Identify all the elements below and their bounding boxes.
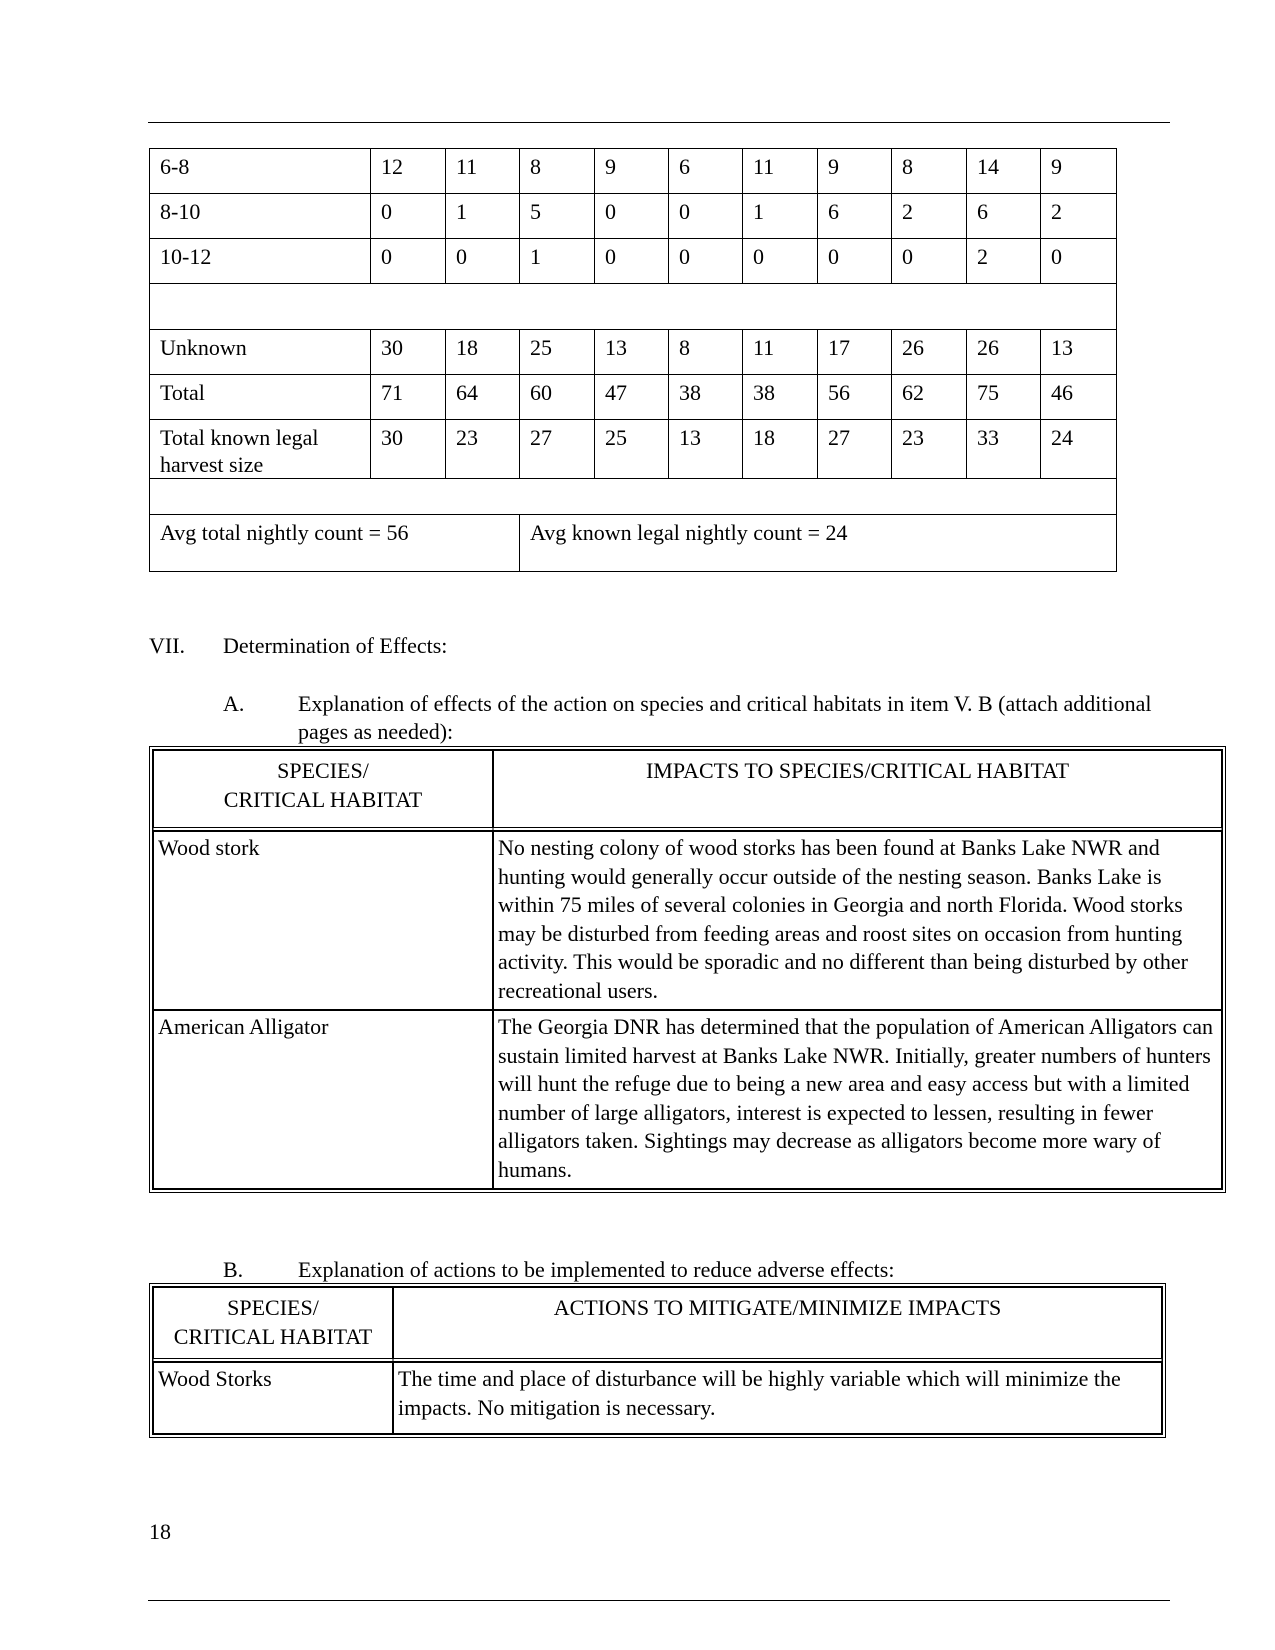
count-cell: 0 <box>669 239 743 284</box>
count-cell: 9 <box>818 149 892 194</box>
count-cell: 25 <box>595 420 669 479</box>
impact-cell: No nesting colony of wood storks has been found at Banks Lake NWR and hunting would generally occur outside of the nesting season. Banks Lake is within 75 miles of several colonies in Georgia and north Florida. Wood storks may be disturbed from feeding areas and roost sites on occasion from hunting activity. This would be sporadic and no different than being disturbed by other recreational users. <box>493 831 1222 1010</box>
count-cell: 26 <box>892 330 967 375</box>
row-label: 6-8 <box>150 149 371 194</box>
species-header <box>153 1287 393 1362</box>
count-cell: 60 <box>520 375 595 420</box>
count-cell: 2 <box>892 194 967 239</box>
count-cell: 17 <box>818 330 892 375</box>
count-cell: 26 <box>967 330 1041 375</box>
row-label: 10-12 <box>150 239 371 284</box>
header-line: SPECIES/ <box>277 758 369 783</box>
nightly-count-table <box>149 148 1117 572</box>
count-cell: 25 <box>520 330 595 375</box>
count-cell: 18 <box>446 330 520 375</box>
page-number: 18 <box>149 1519 171 1544</box>
count-cell: 0 <box>818 239 892 284</box>
count-cell: 0 <box>743 239 818 284</box>
count-cell: 0 <box>595 194 669 239</box>
table-row <box>150 515 1117 572</box>
section-number: VII. <box>149 633 186 658</box>
table-row <box>153 831 1222 1010</box>
count-cell: 8 <box>669 330 743 375</box>
count-cell: 12 <box>371 149 446 194</box>
count-cell: 6 <box>669 149 743 194</box>
table-row <box>150 149 1117 194</box>
species-cell: American Alligator <box>153 1010 493 1189</box>
count-cell: 0 <box>371 239 446 284</box>
empty-cell <box>150 284 1117 330</box>
header-line: CRITICAL HABITAT <box>223 786 423 812</box>
bottom-rule <box>148 1600 1170 1601</box>
count-cell: 24 <box>1041 420 1117 479</box>
count-cell: 27 <box>818 420 892 479</box>
count-cell: 9 <box>595 149 669 194</box>
count-cell: 27 <box>520 420 595 479</box>
count-cell: 9 <box>1041 149 1117 194</box>
table-row <box>153 1010 1222 1189</box>
count-cell: 23 <box>446 420 520 479</box>
count-cell: 33 <box>967 420 1041 479</box>
count-cell: 62 <box>892 375 967 420</box>
count-cell: 13 <box>595 330 669 375</box>
count-cell: 75 <box>967 375 1041 420</box>
count-cell: 11 <box>446 149 520 194</box>
count-cell: 46 <box>1041 375 1117 420</box>
impact-cell: The Georgia DNR has determined that the population of American Alligators can sustain limited harvest at Banks Lake NWR. Initially, greater numbers of hunters will hunt the refuge due to being a new area and easy access but with a limited number of large alligators, interest is expected to lessen, resulting in fewer alligators taken. Sightings may decrease as alligators become more wary of humans. <box>493 1010 1222 1189</box>
actions-table <box>149 1283 1166 1438</box>
header-line: CRITICAL HABITAT <box>173 1323 373 1349</box>
count-cell: 11 <box>743 149 818 194</box>
count-cell: 1 <box>743 194 818 239</box>
avg-legal-count: Avg known legal nightly count = 24 <box>520 515 1117 572</box>
count-cell: 23 <box>892 420 967 479</box>
avg-total-count: Avg total nightly count = 56 <box>150 515 520 572</box>
count-cell: 8 <box>892 149 967 194</box>
subsection-text: Explanation of effects of the action on species and critical habitats in item V. B (attach additional pages as needed): <box>298 691 1152 744</box>
count-cell: 0 <box>595 239 669 284</box>
count-cell: 0 <box>892 239 967 284</box>
action-cell: The time and place of disturbance will be highly variable which will minimize the impacts. No mitigation is necessary. <box>393 1362 1162 1434</box>
table-row <box>150 330 1117 375</box>
count-cell: 71 <box>371 375 446 420</box>
table-header-row <box>153 750 1222 831</box>
count-cell: 6 <box>818 194 892 239</box>
row-label: Total known legal harvest size <box>150 420 371 479</box>
count-cell: 1 <box>520 239 595 284</box>
table-row <box>150 239 1117 284</box>
count-cell: 8 <box>520 149 595 194</box>
table-row <box>150 375 1117 420</box>
subsection-letter: A. <box>223 691 245 716</box>
species-cell: Wood stork <box>153 831 493 1010</box>
top-rule <box>148 122 1170 123</box>
empty-cell <box>150 479 1117 515</box>
count-cell: 0 <box>1041 239 1117 284</box>
count-cell: 30 <box>371 330 446 375</box>
species-header <box>153 750 493 831</box>
count-cell: 0 <box>446 239 520 284</box>
count-cell: 30 <box>371 420 446 479</box>
section-title: Determination of Effects: <box>223 633 448 658</box>
row-label: Unknown <box>150 330 371 375</box>
count-cell: 18 <box>743 420 818 479</box>
table-header-row <box>153 1287 1162 1362</box>
count-cell: 56 <box>818 375 892 420</box>
count-cell: 2 <box>1041 194 1117 239</box>
table-spacer-row <box>150 479 1117 515</box>
count-cell: 1 <box>446 194 520 239</box>
subsection-text: Explanation of actions to be implemented to reduce adverse effects: <box>298 1257 895 1282</box>
subsection-letter: B. <box>223 1257 244 1282</box>
count-cell: 38 <box>743 375 818 420</box>
count-cell: 2 <box>967 239 1041 284</box>
count-cell: 11 <box>743 330 818 375</box>
count-cell: 6 <box>967 194 1041 239</box>
table-row <box>150 194 1117 239</box>
count-cell: 0 <box>371 194 446 239</box>
table-row <box>150 420 1117 479</box>
species-cell: Wood Storks <box>153 1362 393 1434</box>
count-cell: 5 <box>520 194 595 239</box>
count-cell: 14 <box>967 149 1041 194</box>
count-cell: 64 <box>446 375 520 420</box>
row-label: 8-10 <box>150 194 371 239</box>
actions-header: ACTIONS TO MITIGATE/MINIMIZE IMPACTS <box>393 1287 1162 1362</box>
count-cell: 0 <box>669 194 743 239</box>
header-line: SPECIES/ <box>227 1295 319 1320</box>
table-spacer-row <box>150 284 1117 330</box>
impacts-header: IMPACTS TO SPECIES/CRITICAL HABITAT <box>493 750 1222 831</box>
impacts-table <box>149 746 1226 1193</box>
count-cell: 13 <box>669 420 743 479</box>
row-label: Total <box>150 375 371 420</box>
count-cell: 38 <box>669 375 743 420</box>
table-row <box>153 1362 1162 1434</box>
count-cell: 13 <box>1041 330 1117 375</box>
count-cell: 47 <box>595 375 669 420</box>
